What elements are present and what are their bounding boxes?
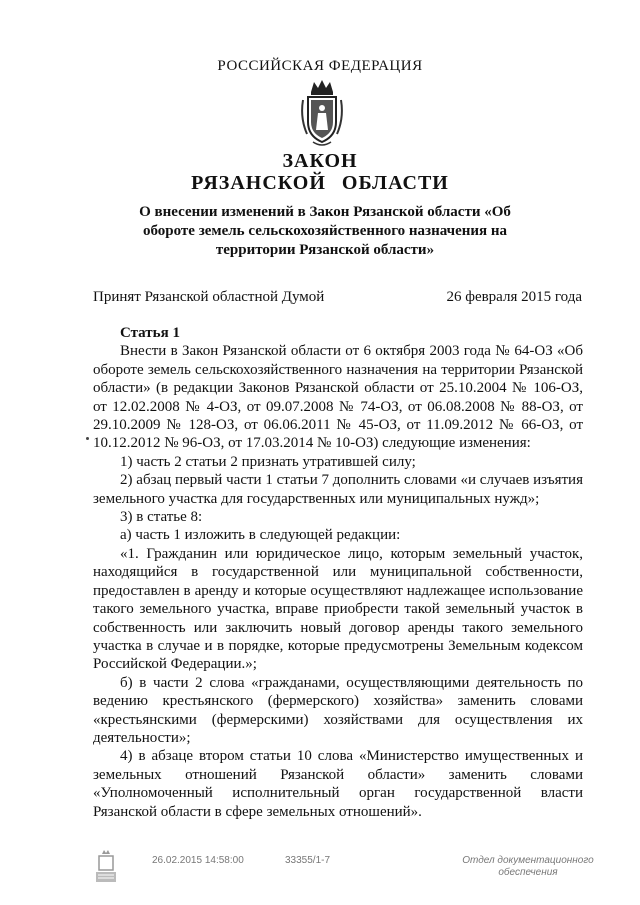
footer-department: Отдел документационного обеспечения [462, 855, 594, 878]
article-paragraph: 4) в абзаце втором статьи 10 слова «Министерство имущественных и земельных отношений Рязанской области» заменить словами «Уполномоченный исполнительный орган государственной власти Рязанской области в сфере земельных отношений». [93, 748, 583, 820]
footer-timestamp: 26.02.2015 14:58:00 [152, 855, 244, 866]
article-paragraph: а) часть 1 изложить в следующей редакции: [120, 527, 401, 544]
law-subtitle: О внесении изменений в Закон Рязанской области «Об обороте земель сельскохозяйственного назначения на территории Рязанской области» [139, 204, 511, 258]
law-title: ЗАКОН [282, 150, 358, 172]
adoption-date: 26 февраля 2015 года [446, 289, 582, 305]
article-paragraph: 3) в статье 8: [120, 509, 203, 526]
law-region-title: РЯЗАНСКОЙ ОБЛАСТИ [191, 172, 449, 194]
article-body [93, 324, 583, 821]
article-paragraph: б) в части 2 слова «гражданами, осуществляющими деятельность по ведению крестьянского (фермерского) хозяйства» заменить словами «крестьянскими (фермерскими) хозяйствами для осуществления их деятельности»; [93, 674, 583, 746]
article-heading: Статья 1 [120, 325, 180, 341]
footer-doc-number: 33355/1-7 [285, 855, 331, 866]
article-paragraph: «1. Гражданин или юридическое лицо, которым земельный участок, находящийся в государственной или муниципальной собственности, предоставлен в аренду и которые осуществляют надлежащее использование такого земельного участка, вправе приобрести такой земельный участок в собственность или заключить новый договор аренды такого земельного участка в случае и в порядке, которые предусмотрены Земельным кодексом Российской Федерации.»; [93, 545, 583, 673]
archive-stamp-icon [94, 848, 118, 884]
article-paragraph: 2) абзац первый части 1 статьи 7 дополнить словами «и случаев изъятия земельного участка для государственных или муниципальных нужд»; [93, 472, 583, 507]
margin-mark [86, 437, 89, 440]
coat-of-arms-icon [299, 78, 345, 150]
article-paragraph: 1) часть 2 статьи 2 признать утратившей силу; [120, 453, 416, 470]
article-paragraph: Внести в Закон Рязанской области от 6 октября 2003 года № 64-ОЗ «Об обороте земель сельскохозяйственного назначения на территории Рязанской области» (в редакции Законов Рязанской области от 25.10.2004 № 106-ОЗ, от 12.02.2008 № 4-ОЗ, от 09.07.2008 № 74-ОЗ, от 06.08.2008 № 88-ОЗ, от 29.10.2009 № 128-ОЗ, от 06.06.2011 № 45-ОЗ, от 11.09.2012 № 66-ОЗ, от 10.12.2012 № 96-ОЗ, от 17.03.2014 № 10-ОЗ) следующие изменения: [93, 343, 583, 452]
federation-heading: РОССИЙСКАЯ ФЕДЕРАЦИЯ [217, 58, 423, 74]
adoption-body: Принят Рязанской областной Думой [93, 289, 325, 305]
